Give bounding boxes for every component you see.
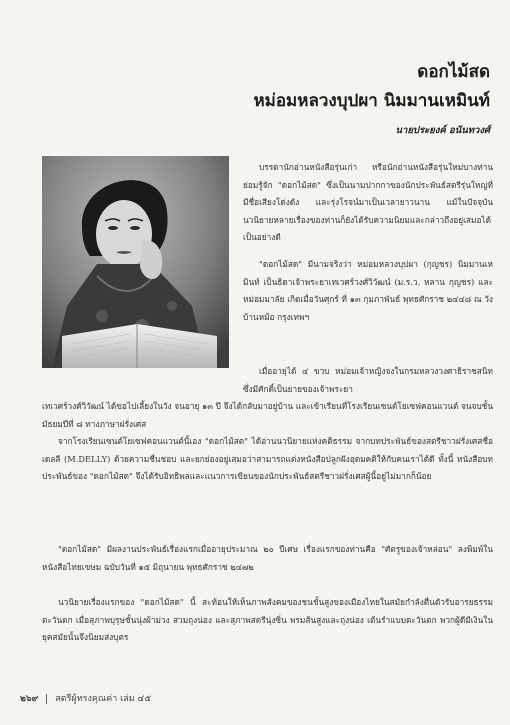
page-footer [20,691,151,705]
book-title: สตรีผู้ทรงคุณค่า เล่ม ๔๕ [55,694,152,704]
article-subtitle: หม่อมหลวงบุปผา นิมมานเหมินท์ [253,91,490,111]
portrait-photo-image [42,156,229,368]
article-title: ดอกไม้สด [417,62,490,82]
paragraph-childhood-continued: เทเวศร์วงศ์วิวัฒน์ ได้ขอไปเลี้ยงในวัง จนอายุ ๑๓ ปี จึงได้กลับมาอยู่บ้าน และเข้าเรียนที่โรงเรียนเซนต์โยเซฟคอนแวนต์ จนจบชั้นมัธยมปีที่ ๘ ทางภาษาฝรั่งเศส [42,401,493,429]
author-byline: นายประยงค์ อนันทวงศ์ [395,125,490,136]
paragraph-influence: จากโรงเรียนเซนต์โยเซฟคอนแวนต์นี้เอง "ดอกไม้สด" ได้อ่านนวนิยายแห่งคติธรรม จากบทประพันธ์ของสตรีชาวฝรั่งเศสชื่อ เดลลี (M.DELLY) ด้วยความชื่นชอบ และยกย่องอยู่เสมอว่าสามารถแต่งหนังสือปลูกฝังอุดมคติให้กับคนเราได้ดี ทั้งนี้ หนังสือบทประพันธ์ของ "ดอกไม้สด" จึงได้รับอิทธิพลและแนวการเขียนของนักประพันธ์สตรีชาวฝรั่งเศสผู้นี้อยู่ไม่มากก็น้อย [42,436,493,482]
portrait-photo [42,156,229,368]
page-number: ๒๖๙ [20,694,39,704]
footer-divider [46,694,47,704]
paragraph-biography: "ดอกไม้สด" มีนามจริงว่า หม่อมหลวงบุปผา (กุญชร) นิมมานเหมินท์ เป็นธิดาเจ้าพระยาเทเวศร์วงศ์วิวัฒน์ (ม.ร.ว. หลาน กุญชร) และหม่อมมาลัย เกิดเมื่อวันศุกร์ ที่ ๑๓ กุมภาพันธ์ พุทธศักราช ๒๔๔๘ ณ วังบ้านหม้อ กรุงเทพฯ [243,259,493,322]
paragraph-first-work: "ดอกไม้สด" มีผลงานประพันธ์เรื่องแรกเมื่ออายุประมาณ ๒๐ ปีเศษ เรื่องแรกของท่านคือ "ศัตรูของเจ้าหล่อน" ลงพิมพ์ในหนังสือไทยเขษม ฉบับวันที่ ๑๕ มิถุนายน พุทธศักราช ๒๔๗๒ [42,544,493,572]
paragraph-childhood: เมื่ออายุได้ ๔ ขวบ หม่อมเจ้าหญิงจงในกรมหลวงวงศาธิราชสนิท ซึ่งมีศักดิ์เป็นยายของเจ้าพระยา [243,366,493,394]
paragraph-first-novel: นวนิยายเรื่องแรกของ "ดอกไม้สด" นี้ สะท้อนให้เห็นภาพสังคมของชนชั้นสูงของเมืองไทยในสมัยกำลังตื่นตัวรับอารยธรรมตะวันตก เมื่อสุภาพบุรุษชั้นนุ่งผ้าม่วง สวมถุงน่อง และสุภาพสตรีนุ่งซิ่น พรมส้นสูงและถุงน่อง เต้นรำแบบตะวันตก พวกผู้ดีมีเงินในยุคสมัยนั้นจึงนิยมส่งบุตร [42,597,493,643]
paragraph-intro: บรรดานักอ่านหนังสือรุ่นเก่า หรือนักอ่านหนังสือรุ่นใหม่บางท่าน ย่อมรู้จัก "ดอกไม้สด" ซึ่งเป็นนามปากกาของนักประพันธ์สตรีรุ่นใหญ่ที่มีชื่อเสียงโด่งดัง และรุ่งโรจน์มาเป็นเวลายาวนาน แม้ในปัจจุบันนวนิยายหลายเรื่องของท่านก็ยังได้รับความนิยมและกล่าวถึงอยู่เสมอได้เป็นอย่างดี [243,162,493,243]
